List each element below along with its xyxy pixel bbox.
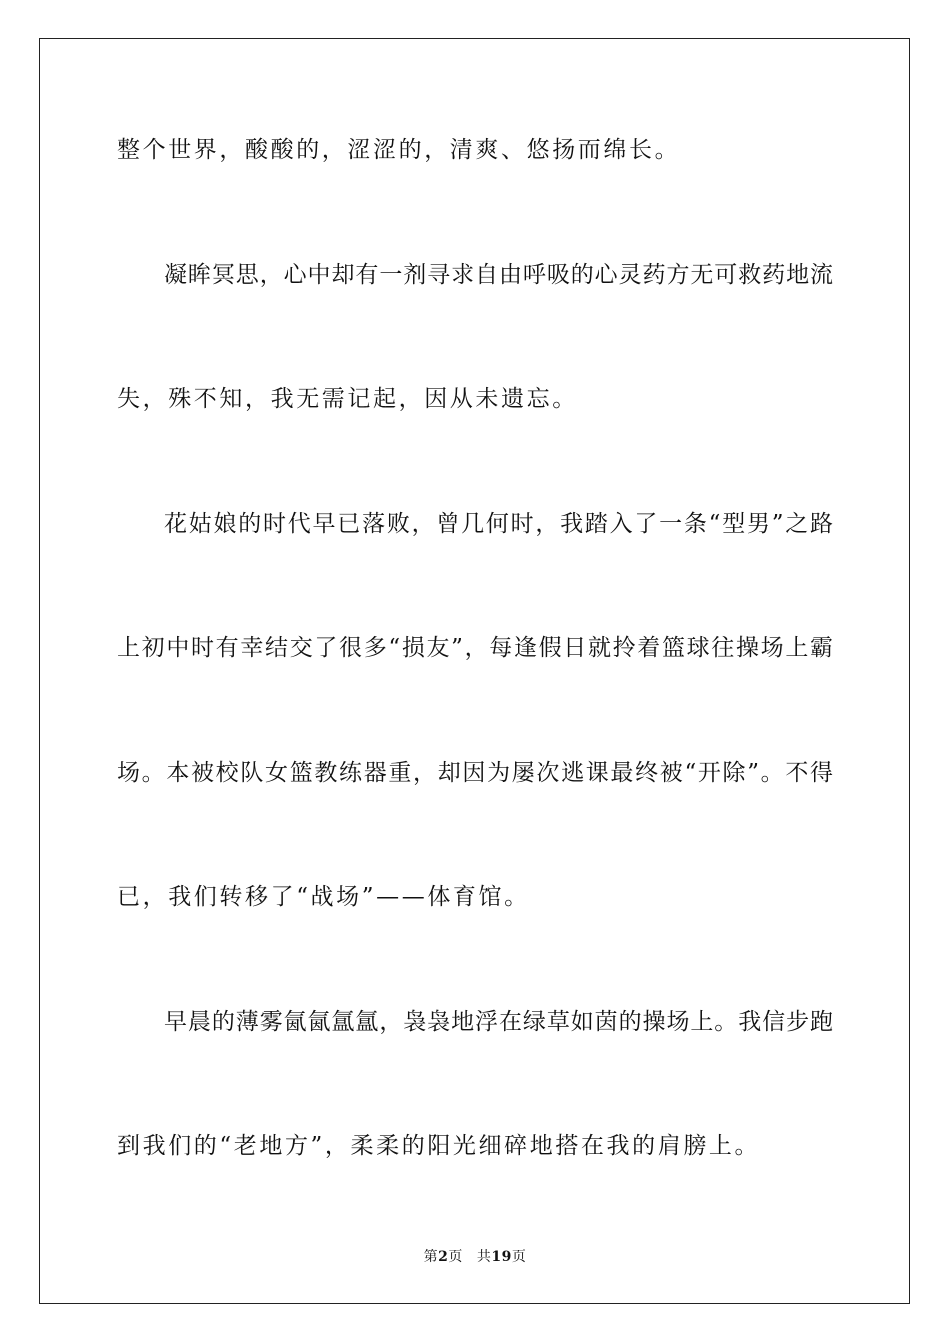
paragraph-line: 整个世界，酸酸的，涩涩的，清爽、悠扬而绵长。	[117, 137, 681, 163]
paragraph-line: 失，殊不知，我无需记起，因从未遗忘。	[117, 386, 578, 412]
page-suffix: 页	[448, 1249, 463, 1265]
paragraph-line: 上初中时有幸结交了很多“损友”，每逢假日就拎着篮球往操场上霸	[117, 635, 833, 661]
page-footer	[0, 1246, 950, 1266]
total-suffix: 页	[511, 1249, 527, 1265]
paragraph-line: 已，我们转移了“战场”——体育馆。	[117, 884, 530, 910]
current-page-number: 2	[438, 1249, 449, 1265]
paragraph-line: 早晨的薄雾氤氤氲氲，袅袅地浮在绿草如茵的操场上。我信步跑	[164, 1009, 833, 1035]
paragraph-line: 花姑娘的时代早已落败，曾几何时，我踏入了一条“型男”之路	[164, 511, 833, 537]
paragraph-line: 凝眸冥思，心中却有一剂寻求自由呼吸的心灵药方无可救药地流	[164, 262, 833, 288]
total-prefix: 共	[476, 1249, 492, 1265]
page-border	[39, 38, 910, 1304]
paragraph-line: 到我们的“老地方”，柔柔的阳光细碎地搭在我的肩膀上。	[117, 1133, 761, 1159]
paragraph-line: 场。本被校队女篮教练器重，却因为屡次逃课最终被“开除”。不得	[117, 760, 833, 786]
total-page-number: 19	[491, 1249, 512, 1265]
page-prefix: 第	[423, 1249, 439, 1265]
